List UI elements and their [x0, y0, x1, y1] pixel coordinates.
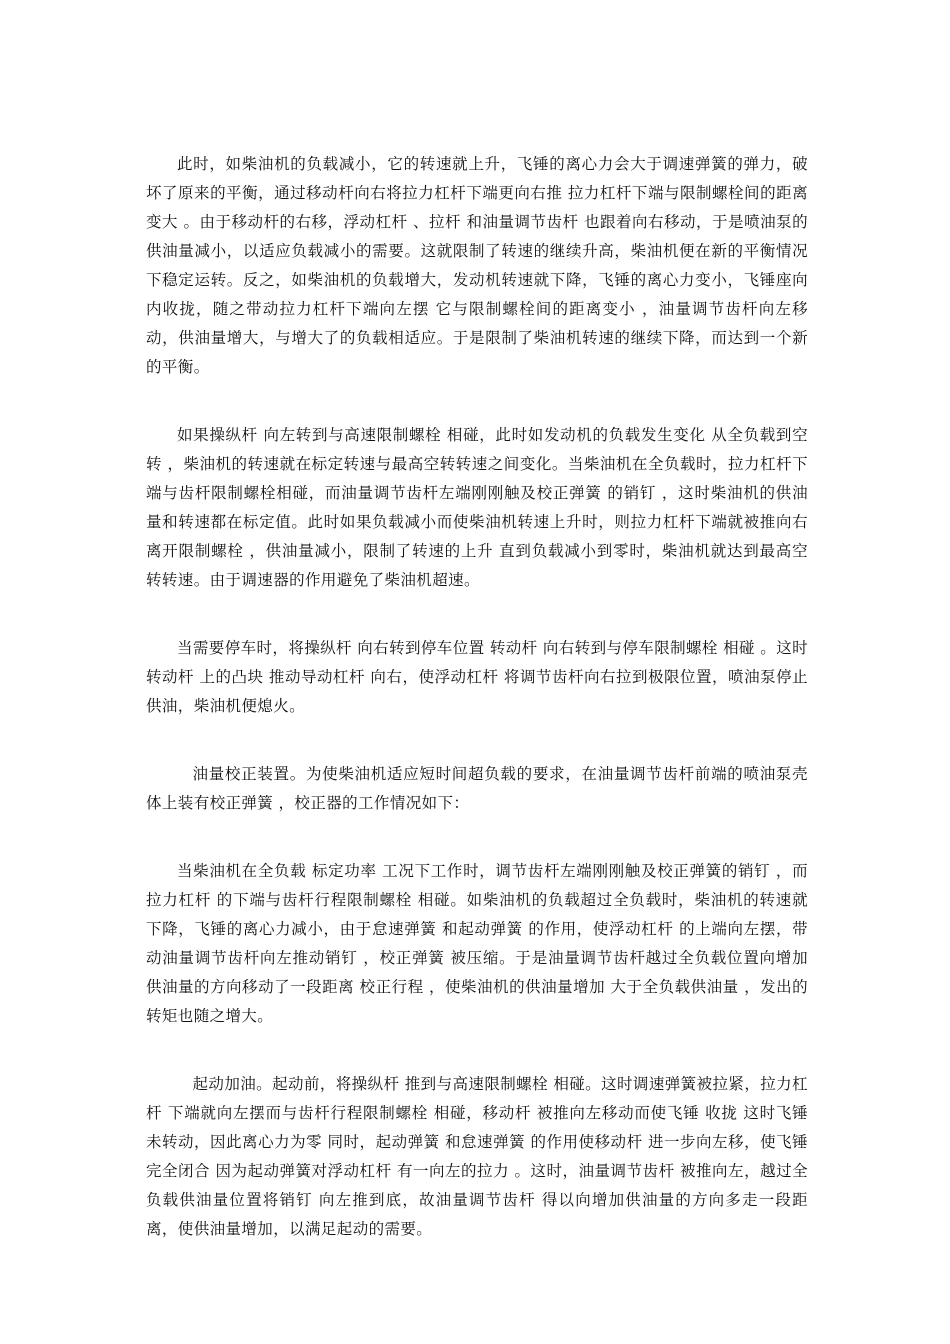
- paragraph-start-fueling: 起动加油。起动前，将操纵杆 推到与高速限制螺栓 相碰。这时调速弹簧被拉紧，拉力杠杆 下端就向左摆而与齿杆行程限制螺栓 相碰，移动杆 被推向左移动而使飞锤 收拢 这时飞锤 未转动，因此离心力为零 同时，起动弹簧 和怠速弹簧 的作用使移动杆 进一步向左移，使飞锤 完全闭合 因为起动弹簧对浮动杠杆 有一向左的拉力 。这时，油量调节齿杆 被推向左，越过全负载供油量位置将销钉 向左推到底，故油量调节齿杆 得以向增加供油量的方向多走一段距离，使供油量增加，以满足起动的需要。: [146, 1075, 808, 1238]
- paragraph-fuel-correction-device: 油量校正装置。为使柴油机适应短时间超负载的要求，在油量调节齿杆前端的喷油泵壳体上装有校正弹簧 ，校正器的工作情况如下：: [146, 765, 808, 812]
- paragraph-high-speed-limit: 如果操纵杆 向左转到与高速限制螺栓 相碰，此时如发动机的负载发生变化 从全负载到空转 ，柴油机的转速就在标定转速与最高空转转速之间变化。当柴油机在全负载时，拉力杠杆下端与齿杆限制螺栓相碰，而油量调节齿杆左端刚刚触及校正弹簧 的销钉 ，这时柴油机的供油量和转速都在标定值。此时如果负载减小而使柴油机转速上升时，则拉力杠杆下端就被推向右 离开限制螺栓 ，供油量减小，限制了转速的上升 直到负载减小到零时，柴油机就达到最高空转转速。由于调速器的作用避免了柴油机超速。: [146, 426, 808, 589]
- paragraph-stop-engine: 当需要停车时，将操纵杆 向右转到停车位置 转动杆 向右转到与停车限制螺栓 相碰 。这时转动杆 上的凸块 推动导动杠杆 向右，使浮动杠杆 将调节齿杆向右拉到极限位置，喷油泵停止供油，柴油机便熄火。: [146, 639, 808, 715]
- document-body: [146, 150, 808, 1244]
- paragraph-full-load-operation: 当柴油机在全负载 标定功率 工况下工作时，调节齿杆左端刚刚触及校正弹簧的销钉 ，而拉力杠杆 的下端与齿杆行程限制螺栓 相碰。如柴油机的负载超过全负载时，柴油机的转速就下降，飞锤的离心力减小，由于怠速弹簧 和起动弹簧 的作用，使浮动杠杆 的上端向左摆，带动油量调节齿杆向左推动销钉 ，校正弹簧 被压缩。于是油量调节齿杆越过全负载位置向增加供油量的方向移动了一段距离 校正行程 ，使柴油机的供油量增加 大于全负载供油量 ，发出的转矩也随之增大。: [146, 862, 808, 1025]
- paragraph-load-decrease: 此时，如柴油机的负载减小，它的转速就上升，飞锤的离心力会大于调速弹簧的弹力，破坏了原来的平衡，通过移动杆向右将拉力杠杆下端更向右推 拉力杠杆下端与限制螺栓间的距离变大 。由于移动杆的右移，浮动杠杆 、拉杆 和油量调节齿杆 也跟着向右移动，于是喷油泵的供油量减小，以适应负载减小的需要。这就限制了转速的继续升高，柴油机便在新的平衡情况下稳定运转。反之，如柴油机的负载增大，发动机转速就下降，飞锤的离心力变小，飞锤座向内收拢，随之带动拉力杠杆下端向左摆 它与限制螺栓间的距离变小 ，油量调节齿杆向左移动，供油量增大，与增大了的负载相适应。于是限制了柴油机转速的继续下降，而达到一个新的平衡。: [146, 155, 808, 376]
